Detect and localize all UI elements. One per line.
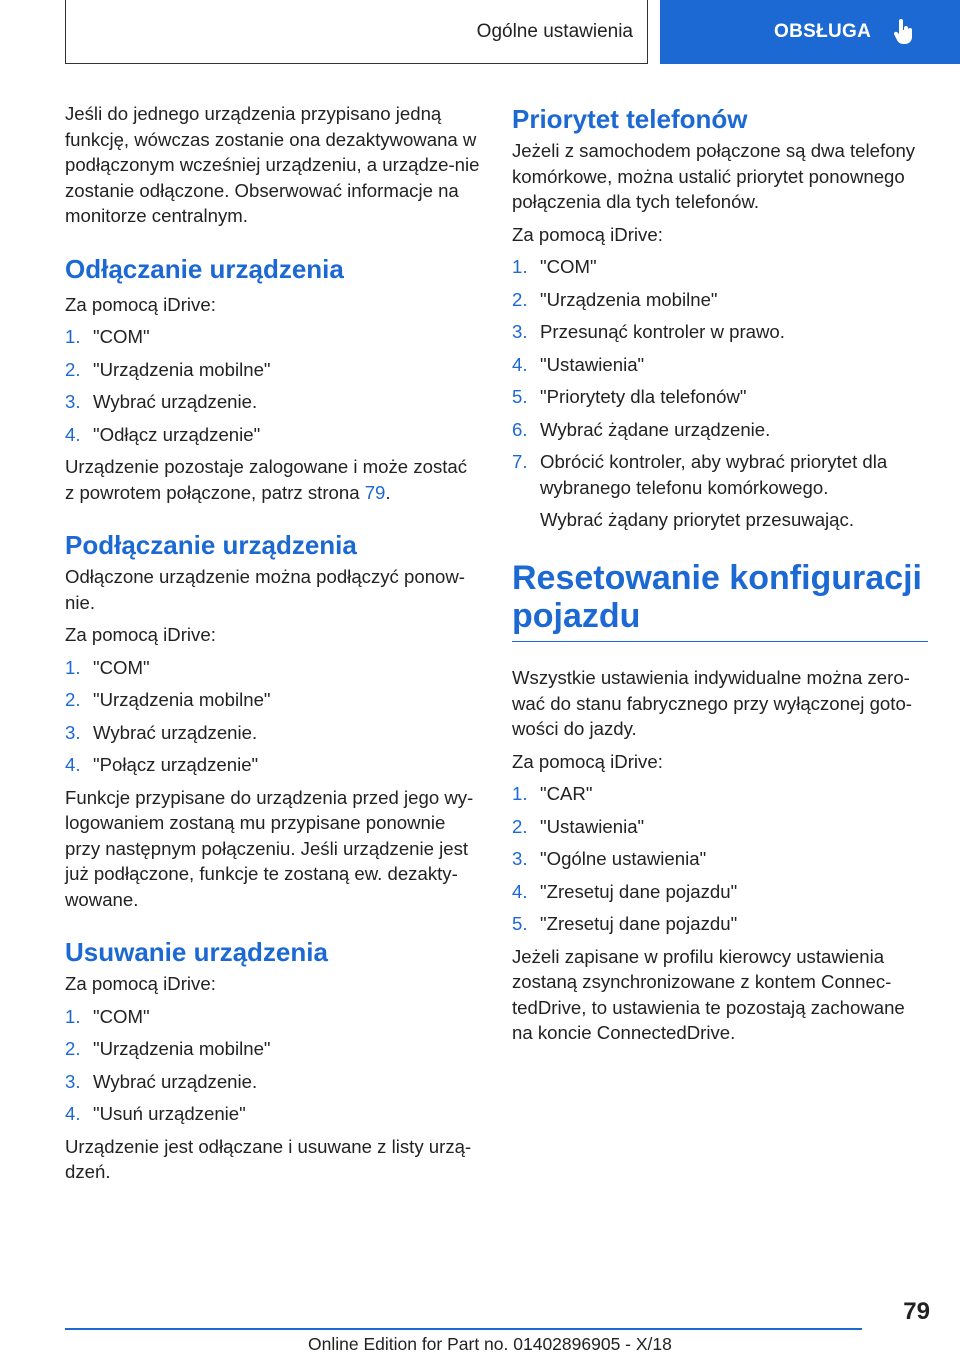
step-text: "Urządzenia mobilne": [93, 1038, 271, 1059]
remove-note: Urządzenie jest odłączane i usuwane z listy urzą‐dzeń.: [65, 1135, 472, 1182]
chapter-tab[interactable]: [660, 0, 960, 64]
header-section-title-box: [65, 0, 648, 64]
step-text: "Urządzenia mobilne": [93, 358, 271, 380]
remove-lead: Za pomocą iDrive:: [65, 973, 216, 994]
step-number: 2.: [65, 1038, 81, 1059]
list-item: [512, 846, 928, 872]
priority-lead: Za pomocą iDrive:: [512, 223, 663, 245]
step-text: "COM": [93, 656, 150, 678]
list-item: [65, 1101, 481, 1127]
step-text: "Ustawienia": [540, 815, 645, 837]
step-text: "Zresetuj dane pojazdu": [540, 913, 738, 934]
connect-steps: [65, 655, 481, 778]
list-item: [512, 352, 928, 378]
connect-lead: Za pomocą iDrive:: [65, 624, 216, 645]
step-text: "COM": [540, 256, 597, 277]
chapter-tab-label: OBSŁUGA: [774, 21, 872, 42]
step-text: "Usuń urządzenie": [93, 1103, 246, 1124]
step-number: 2.: [65, 358, 81, 380]
step-text-main: Obrócić kontroler, aby wybrać priorytet dla wybranego telefonu komórkowego.: [540, 451, 888, 498]
reset-note: Jeżeli zapisane w profilu kierowcy ustawienia zostaną zsynchronizowane z kontem Connec‐tedDrive, to ustawienia te pozostają zachowane na koncie ConnectedDrive.: [512, 945, 905, 1043]
priority-steps: [512, 254, 928, 533]
connect-note: Funkcje przypisane do urządzenia przed jego wy‐logowaniem zostaną mu przypisane ponownie przy następnym połączeniu. Jeśli urządzenie jest już podłączone, funkcje te zostaną ew. dezakty‐wowane.: [65, 786, 474, 910]
step-number: 3.: [65, 1070, 81, 1092]
list-item: [65, 720, 481, 746]
list-item: [65, 357, 481, 383]
reset-intro: Wszystkie ustawienia indywidualne można zero‐wać do stanu fabrycznego przy wyłączonej goto‐wości do jazdy.: [512, 667, 912, 739]
list-item: [512, 911, 928, 937]
pointing-hand-icon: [893, 19, 915, 45]
list-item: [65, 324, 481, 350]
step-number: 3.: [65, 391, 81, 412]
step-number: 4.: [512, 353, 528, 375]
step-number: 3.: [512, 848, 528, 869]
list-item: [512, 879, 928, 905]
list-item: [65, 752, 481, 778]
list-item: [512, 781, 928, 807]
list-item: [65, 422, 481, 448]
step-number: 2.: [512, 815, 528, 837]
step-text: "Urządzenia mobilne": [540, 288, 718, 310]
disconnect-note: [65, 454, 481, 505]
list-item: [65, 1004, 481, 1030]
footer-rule: [65, 1328, 862, 1330]
step-text: Wybrać urządzenie.: [93, 1070, 258, 1092]
list-item: [65, 655, 481, 681]
step-text: "Zresetuj dane pojazdu": [540, 880, 738, 902]
disconnect-note-text: Urządzenie pozostaje zalogowane i może zostać z powrotem połączone, patrz strona: [65, 456, 468, 503]
left-column: [65, 101, 481, 1185]
connect-intro: Odłączone urządzenie można podłączyć ponow‐nie.: [65, 566, 465, 613]
step-number: 6.: [512, 418, 528, 440]
list-item: [512, 287, 928, 313]
step-number: 1.: [65, 656, 81, 678]
step-text: Przesunąć kontroler w prawo.: [540, 321, 785, 342]
list-item: [512, 254, 928, 280]
step-text-extra: Wybrać żądany priorytet przesuwając.: [540, 509, 854, 530]
step-number: 1.: [512, 783, 528, 804]
disconnect-lead: Za pomocą iDrive:: [65, 293, 216, 315]
heading-remove: Usuwanie urządzenia: [65, 937, 328, 967]
step-text: [540, 449, 928, 533]
footer-edition: Online Edition for Part no. 01402896905 - X/18: [308, 1334, 672, 1354]
list-item: [65, 687, 481, 713]
step-number: 3.: [65, 721, 81, 743]
heading-connect: Podłączanie urządzenia: [65, 530, 357, 560]
disconnect-note-end: .: [385, 481, 391, 503]
step-text: "Odłącz urządzenie": [93, 423, 261, 445]
heading-rule: [512, 641, 928, 643]
heading-reset-vehicle-config: Resetowanie konfiguracji pojazdu: [512, 558, 922, 635]
list-item: [65, 1036, 481, 1062]
step-text: Wybrać żądane urządzenie.: [540, 418, 771, 440]
priority-intro: Jeżeli z samochodem połączone są dwa telefony komórkowe, można ustalić priorytet ponownego połączenia dla tych telefonów.: [512, 140, 916, 212]
step-text: Wybrać urządzenie.: [93, 391, 258, 412]
disconnect-steps: [65, 324, 481, 447]
section-title: Ogólne ustawienia: [476, 20, 633, 42]
heading-disconnect: Odłączanie urządzenia: [65, 253, 344, 284]
step-number: 4.: [65, 754, 81, 775]
intro-paragraph: Jeśli do jednego urządzenia przypisano jedną funkcję, wówczas zostanie ona dezaktywowana w podłączonym wcześniej urządzeniu, a urządze‐nie zostanie odłączone. Obserwować informacje na monitorze centralnym.: [65, 103, 480, 226]
heading-phone-priority: Priorytet telefonów: [512, 104, 748, 134]
list-item: [512, 417, 928, 443]
reset-lead: Za pomocą iDrive:: [512, 750, 663, 772]
step-number: 1.: [65, 326, 81, 347]
list-item: [512, 814, 928, 840]
step-number: 7.: [512, 451, 528, 472]
reset-steps: [512, 781, 928, 937]
right-column: [512, 101, 928, 1046]
step-number: 4.: [65, 423, 81, 445]
list-item: [512, 319, 928, 345]
step-text: "Połącz urządzenie": [93, 754, 259, 775]
step-text: "Priorytety dla telefonów": [540, 386, 747, 407]
step-number: 2.: [65, 689, 81, 710]
step-text: "COM": [93, 326, 150, 347]
step-text: Wybrać urządzenie.: [93, 721, 258, 743]
step-number: 2.: [512, 288, 528, 310]
step-text: "Ogólne ustawienia": [540, 848, 707, 869]
list-item: [65, 1069, 481, 1095]
step-number: 5.: [512, 913, 528, 934]
step-number: 4.: [512, 880, 528, 902]
page-number: 79: [903, 1298, 930, 1325]
remove-steps: [65, 1004, 481, 1127]
step-number: 5.: [512, 386, 528, 407]
step-text: "Urządzenia mobilne": [93, 689, 271, 710]
step-text: "CAR": [540, 783, 593, 804]
list-item: [512, 449, 928, 533]
step-text: "COM": [93, 1005, 150, 1027]
step-number: 1.: [512, 256, 528, 277]
step-number: 1.: [65, 1005, 81, 1027]
list-item: [512, 384, 928, 410]
step-text: "Ustawienia": [540, 353, 645, 375]
page-reference-link[interactable]: 79: [364, 481, 386, 503]
step-number: 4.: [65, 1103, 81, 1124]
list-item: [65, 389, 481, 415]
step-number: 3.: [512, 321, 528, 342]
